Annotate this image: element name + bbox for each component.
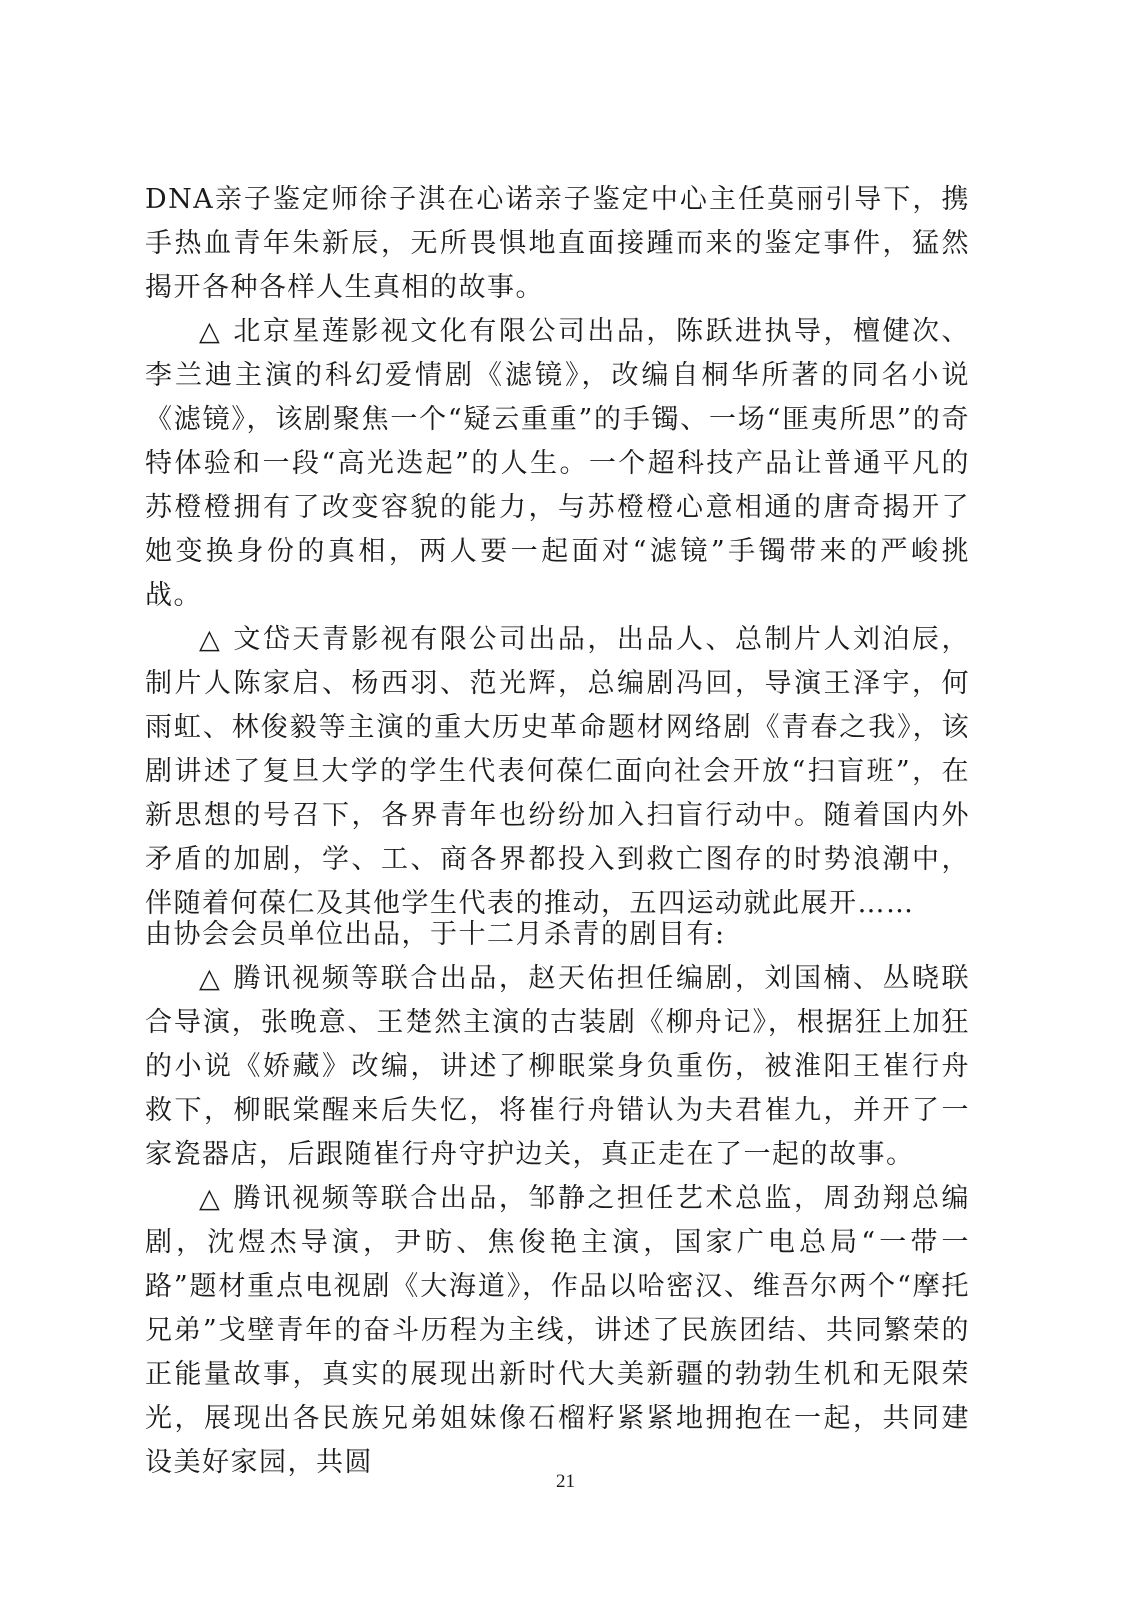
body-text-top xyxy=(145,178,970,926)
section-intro-heading: 由协会会员单位出品，于十二月杀青的剧目有: xyxy=(145,919,726,950)
body-text-bottom xyxy=(145,913,970,1485)
paragraph-youth-drama: △ 文岱天青影视有限公司出品，出品人、总制片人刘泊辰，制片人陈家启、杨西羽、范光辉，总编剧冯回，导演王泽宇，何雨虹、林俊毅等主演的重大历史革命题材网络剧《青春之我》，该剧讲述了复旦大学的学生代表何葆仁面向社会开放“扫盲班”，在新思想的号召下，各界青年也纷纷加入扫盲行动中。随着国内外矛盾的加剧，学、工、商各界都投入到救亡图存的时势浪潮中，伴随着何葆仁及其他学生代表的推动，五四运动就此展开…… xyxy=(145,624,970,919)
paragraph-dahaidao-drama: △ 腾讯视频等联合出品，邹静之担任艺术总监，周劲翔总编剧，沈煜杰导演，尹昉、焦俊艳主演，国家广电总局“一带一路”题材重点电视剧《大海道》，作品以哈密汉、维吾尔两个“摩托兄弟”戈壁青年的奋斗历程为主线，讲述了民族团结、共同繁荣的正能量故事，真实的展现出新时代大美新疆的勃勃生机和无限荣光，展现出各民族兄弟姐妹像石榴籽紧紧地拥抱在一起，共同建设美好家园，共圆 xyxy=(145,1183,970,1478)
page-number: 21 xyxy=(556,1471,575,1492)
paragraph-liuzhouji-drama: △ 腾讯视频等联合出品，赵天佑担任编剧，刘国楠、丛晓联合导演，张晚意、王楚然主演的古装剧《柳舟记》，根据狂上加狂的小说《娇藏》改编，讲述了柳眠棠身负重伤，被淮阳王崔行舟救下，柳眠棠醒来后失忆，将崔行舟错认为夫君崔九，并开了一家瓷器店，后跟随崔行舟守护边关，真正走在了一起的故事。 xyxy=(145,963,970,1170)
paragraph-filter-drama: △ 北京星莲影视文化有限公司出品，陈跃进执导，檀健次、李兰迪主演的科幻爱情剧《滤镜》，改编自桐华所著的同名小说《滤镜》，该剧聚焦一个“疑云重重”的手镯、一场“匪夷所思”的奇特体验和一段“高光迭起”的人生。一个超科技产品让普通平凡的苏橙橙拥有了改变容貌的能力，与苏橙橙心意相通的唐奇揭开了她变换身份的真相，两人要一起面对“滤镜”手镯带来的严峻挑战。 xyxy=(145,316,970,611)
paragraph-dna-story-end: DNA亲子鉴定师徐子淇在心诺亲子鉴定中心主任莫丽引导下，携手热血青年朱新辰，无所畏惧地直面接踵而来的鉴定事件，猛然揭开各种各样人生真相的故事。 xyxy=(145,184,970,303)
